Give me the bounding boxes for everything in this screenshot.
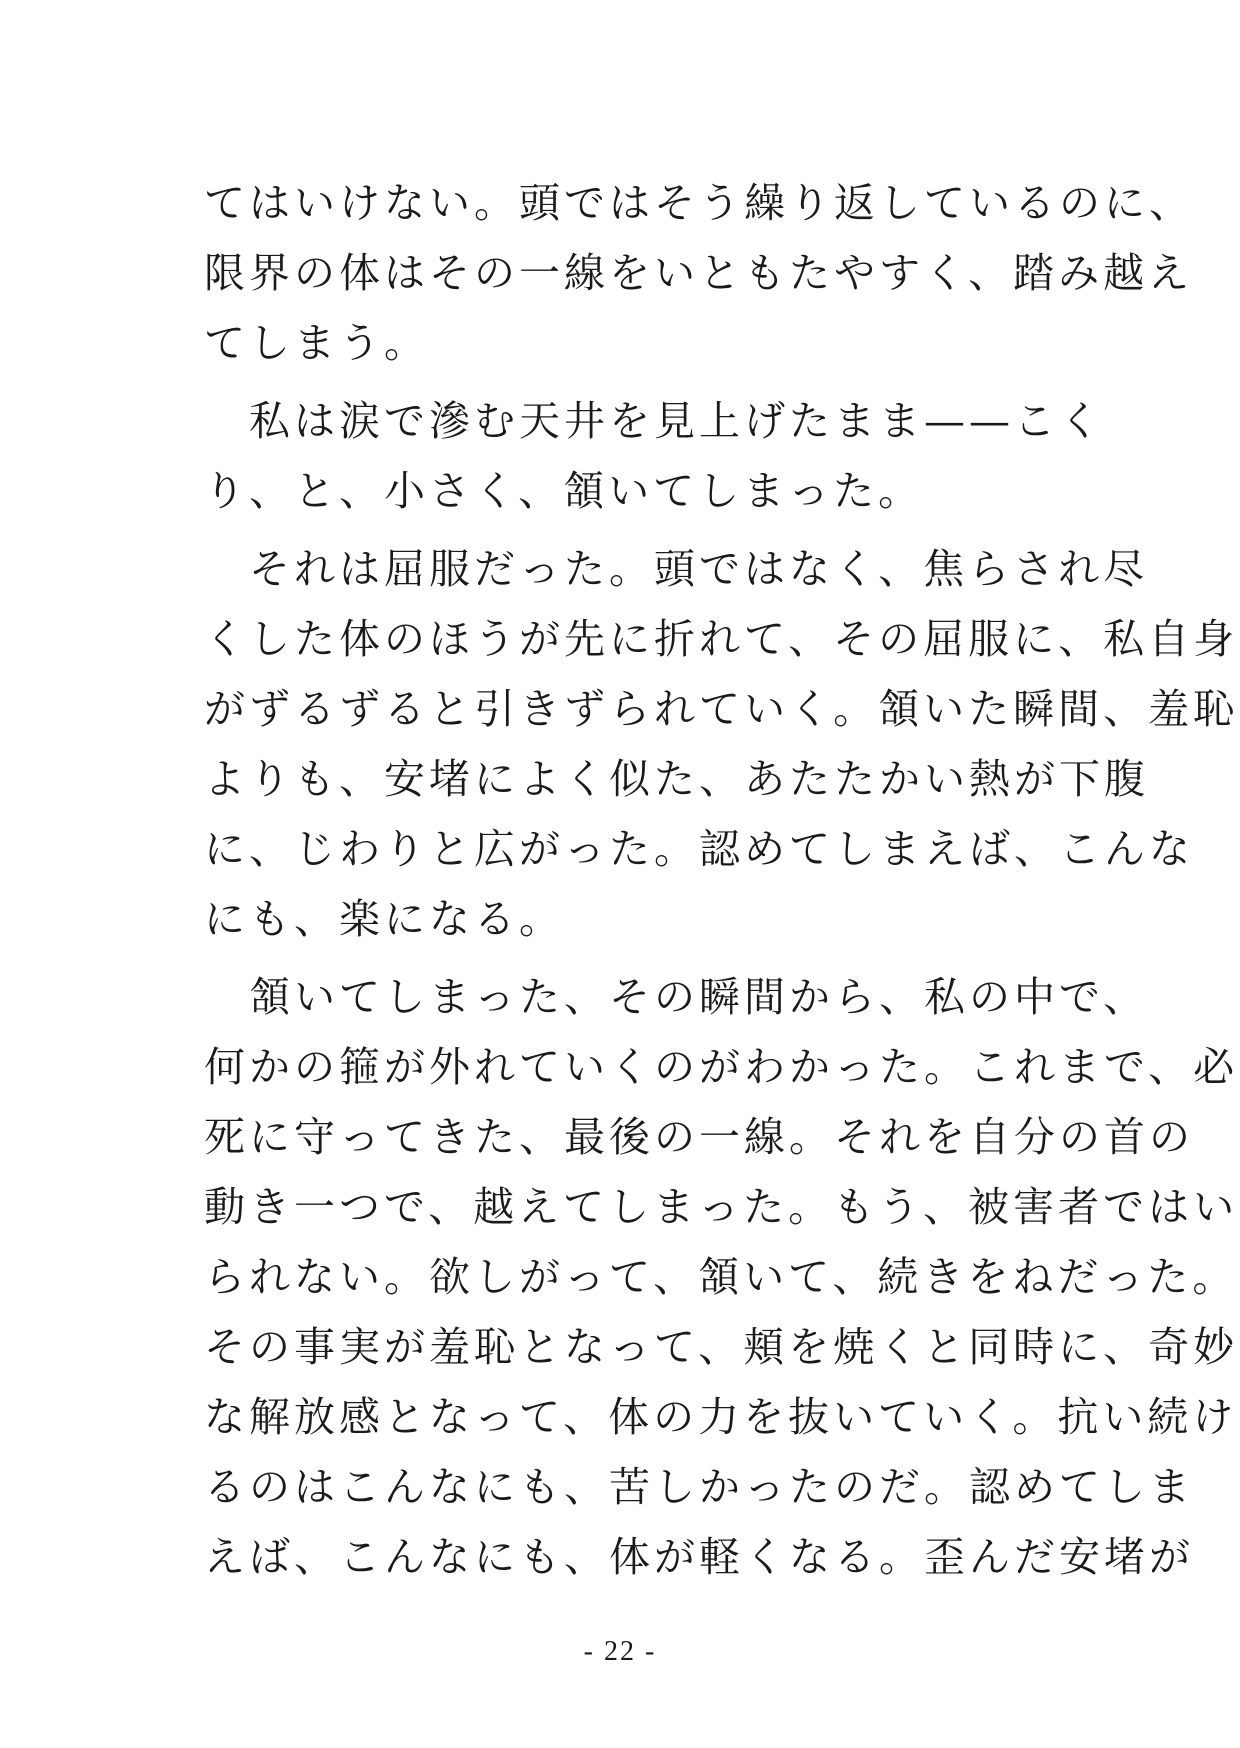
text-line: にも、楽になる。	[204, 895, 564, 943]
text-line: 何かの箍が外れていくのがわかった。これまで、必	[204, 1043, 1239, 1091]
text-line: がずるずると引きずられていく。頷いた瞬間、羞恥	[204, 685, 1239, 733]
text-line: に、じわりと広がった。認めてしまえば、こんな	[204, 825, 1194, 873]
text-line: えば、こんなにも、体が軽くなる。歪んだ安堵が	[204, 1533, 1194, 1581]
body-text	[204, 168, 1239, 1592]
text-line: てしまう。	[204, 319, 429, 367]
text-line: り、と、小さく、頷いてしまった。	[204, 467, 924, 515]
text-line: 動き一つで、越えてしまった。もう、被害者ではい	[204, 1183, 1239, 1231]
text-line: 死に守ってきた、最後の一線。それを自分の首の	[204, 1113, 1194, 1161]
text-line: られない。欲しがって、頷いて、続きをねだった。	[204, 1253, 1238, 1301]
text-line: それは屈服だった。頭ではなく、焦らされ尽	[204, 545, 1149, 593]
text-line: てはいけない。頭ではそう繰り返しているのに、	[204, 179, 1194, 227]
text-line: 私は涙で滲む天井を見上げたまま——こく	[204, 397, 1104, 445]
text-line: 限界の体はその一線をいともたやすく、踏み越え	[204, 249, 1194, 297]
paragraph	[204, 962, 1239, 1592]
text-line: よりも、安堵によく似た、あたたかい熱が下腹	[204, 755, 1149, 803]
text-line: 頷いてしまった、その瞬間から、私の中で、	[204, 973, 1149, 1021]
paragraph	[204, 534, 1239, 954]
text-line: その事実が羞恥となって、頬を焼くと同時に、奇妙	[204, 1323, 1239, 1371]
paragraph	[204, 386, 1104, 526]
text-line: な解放感となって、体の力を抜いていく。抗い続け	[204, 1393, 1238, 1441]
paragraph	[204, 168, 1194, 378]
text-line: くした体のほうが先に折れて、その屈服に、私自身	[204, 615, 1239, 663]
text-line: るのはこんなにも、苦しかったのだ。認めてしま	[204, 1463, 1194, 1511]
page-number: - 22 -	[583, 1636, 657, 1667]
